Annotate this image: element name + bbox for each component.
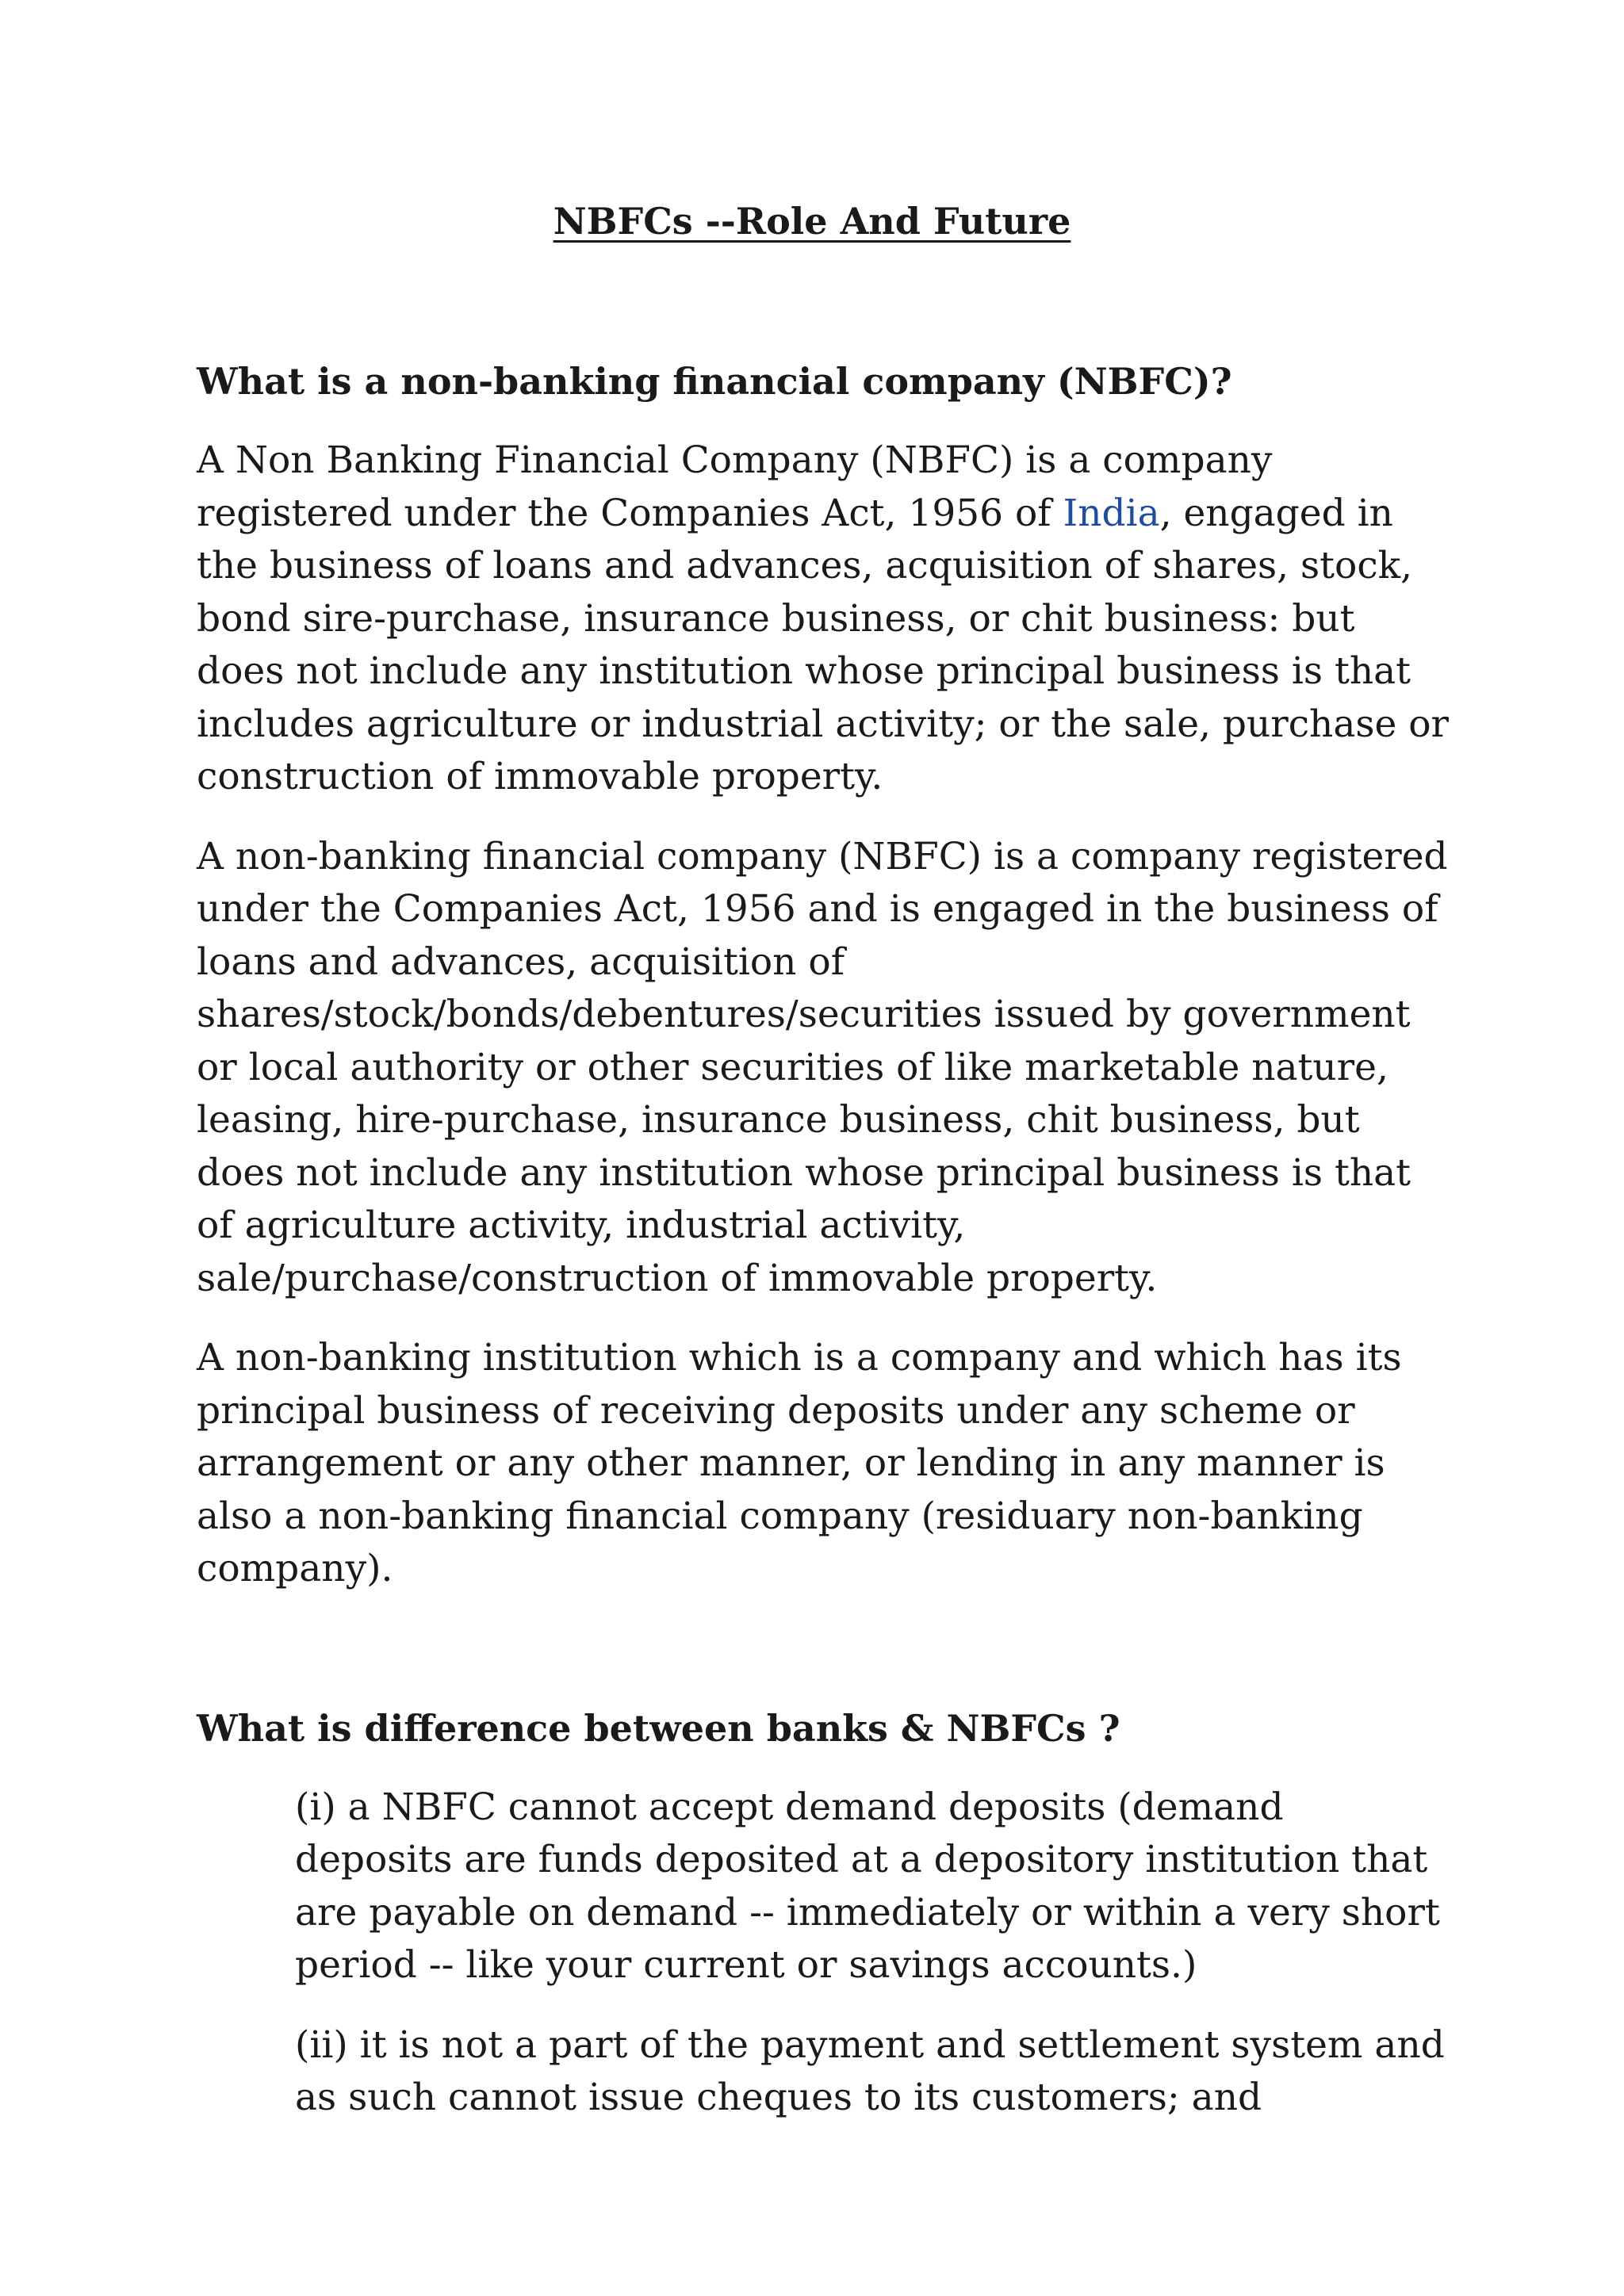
section-heading-what-is-nbfc: What is a non-banking financial company (NBFC)?: [197, 360, 1232, 403]
india-link[interactable]: India: [1063, 491, 1160, 535]
section-what-is-nbfc: [197, 355, 1450, 1596]
paragraph-nbfc-definition-1: [197, 434, 1450, 804]
section-heading-difference: What is difference between banks & NBFCs ?: [197, 1706, 1120, 1750]
paragraph-text: , engaged in the business of loans and advances, acquisition of shares, stock, bond sire-purchase, insurance business, or chit business: but does not include any institution whose principal business is that includes agriculture or industrial activity; or the sale, purchase or construction of immovable property.: [197, 491, 1449, 798]
page-title: [0, 197, 1624, 246]
document-body: [197, 355, 1450, 2152]
paragraph-text: A Non Banking Financial Company (NBFC) is a company registered under the Companies Act, 1956 of: [197, 438, 1273, 535]
paragraph-nbfc-definition-2: A non-banking financial company (NBFC) is a company registered under the Companies Act, 1956 and is engaged in the business of loans and advances, acquisition of shares/stock/bonds/debentures/securities issued by government or local authority or other securities of like marketable nature, leasing, hire-purchase, insurance business, chit business, but does not include any institution whose principal business is that of agriculture activity, industrial activity, sale/purchase/construction of immovable property.: [197, 834, 1448, 1300]
list-item-difference-2: (ii) it is not a part of the payment and settlement system and as such cannot issue cheques to its customers; and: [295, 2022, 1445, 2119]
paragraph-residuary-nbfc: A non-banking institution which is a company and which has its principal business of receiving deposits under any scheme or arrangement or any other manner, or lending in any manner is also a non-banking financial company (residuary non-banking company).: [197, 1336, 1402, 1590]
page-title-text: NBFCs --Role And Future: [553, 200, 1071, 243]
list-item-difference-1: (i) a NBFC cannot accept demand deposits (demand deposits are funds deposited at a depository institution that are payable on demand -- immediately or within a very short period -- like your current or savings accounts.): [295, 1785, 1440, 1987]
section-spacer: [197, 1623, 1450, 1702]
section-difference: [197, 1702, 1450, 2125]
